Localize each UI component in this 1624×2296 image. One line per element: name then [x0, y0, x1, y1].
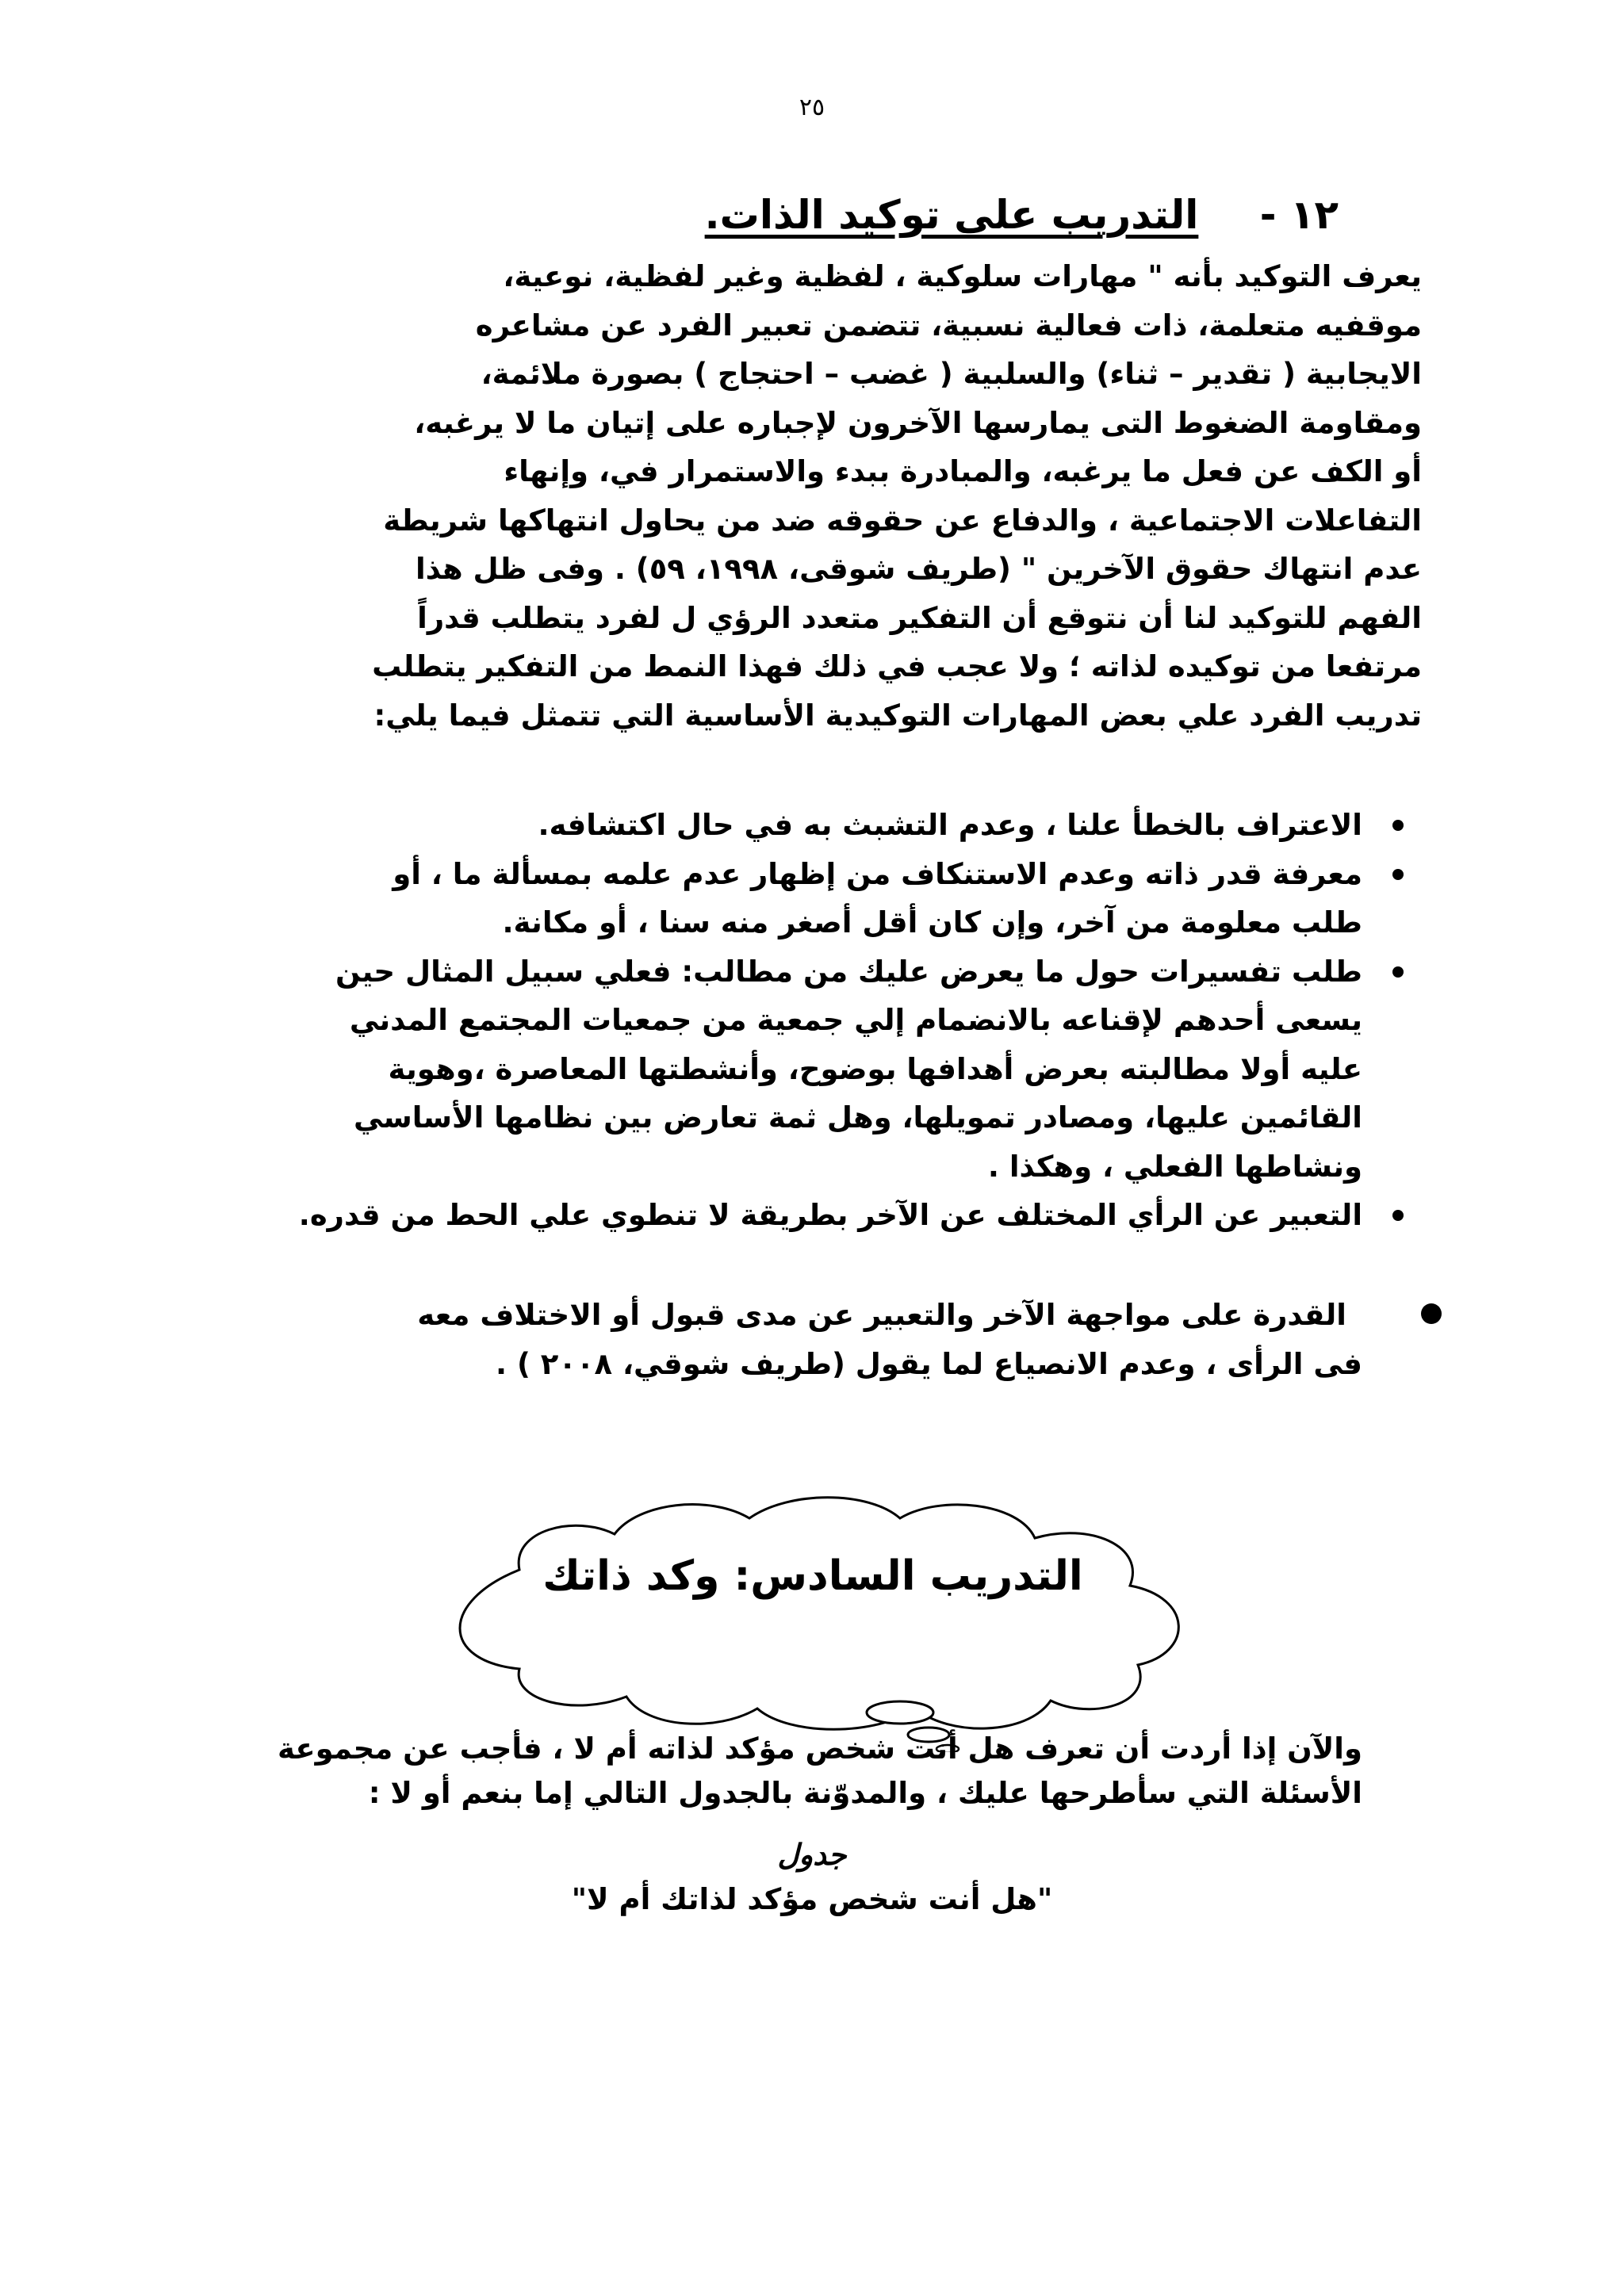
- section-title: التدريب على توكيد الذات.: [704, 192, 1199, 238]
- list-item-line: طلب معلومة من آخر، وإن كان أقل أصغر منه سنا ، أو مكانة.: [502, 905, 1362, 939]
- paragraph-line: مرتفعا من توكيده لذاته ؛ ولا عجب في ذلك فهذا النمط من التفكير يتطلب: [372, 649, 1422, 683]
- paragraph-line: تدريب الفرد علي بعض المهارات التوكيدية الأساسية التي تتمثل فيما يلي:: [373, 698, 1422, 733]
- list-item-line: معرفة قدر ذاته وعدم الاستنكاف من إظهار عدم علمه بمسألة ما ، أو: [393, 856, 1362, 891]
- list-item: [252, 850, 1362, 947]
- paragraph-line: ومقاومة الضغوط التى يمارسها الآخرون لإجباره على إتيان ما لا يرغبه،: [414, 405, 1422, 440]
- list-item-large-bullet: [252, 1291, 1362, 1388]
- list-item: [252, 801, 1362, 850]
- page-number: ٢٥: [799, 94, 825, 121]
- paragraph-line: التفاعلات الاجتماعية ، والدفاع عن حقوقه ضد من يحاول انتهاكها شريطة: [383, 503, 1422, 538]
- bullet-icon: [1392, 869, 1404, 880]
- paragraph-line: الايجابية ( تقدير – ثناء) والسلبية ( غضب – احتجاج ) بصورة ملائمة،: [481, 357, 1422, 391]
- paragraph-line: الأسئلة التي سأطرحها عليك ، والمدوّنة بالجدول التالي إما بنعم أو لا :: [368, 1776, 1362, 1810]
- list-item-line: عليه أولا مطالبته بعرض أهدافها بوضوح، وأنشطتها المعاصرة ،وهوية: [388, 1051, 1362, 1086]
- list-item-line: القدرة على مواجهة الآخر والتعبير عن مدى قبول أو الاختلاف معه: [417, 1298, 1346, 1332]
- exercise-title: التدريب السادس: وكد ذاتك: [542, 1552, 1083, 1600]
- cloud-shape-icon: [393, 1483, 1233, 1752]
- list-item-line: يسعى أحدهم لإقناعه بالانضمام إلي جمعية من جمعيات المجتمع المدني: [349, 1003, 1362, 1037]
- large-bullet-icon: [1421, 1303, 1442, 1324]
- paragraph-line: والآن إذا أردت أن تعرف هل أنت شخص مؤكد لذاته أم لا ، فأجب عن مجموعة: [277, 1732, 1362, 1766]
- table-title: "هل أنت شخص مؤكد لذاتك أم لا": [571, 1882, 1053, 1916]
- paragraph-line: يعرف التوكيد بأنه " مهارات سلوكية ، لفظية وغير لفظية، نوعية،: [503, 259, 1422, 293]
- list-item-line: طلب تفسيرات حول ما يعرض عليك من مطالب: فعلي سبيل المثال حين: [335, 954, 1362, 989]
- skills-bullet-list: [252, 801, 1362, 1240]
- paragraph-line: الفهم للتوكيد لنا أن نتوقع أن التفكير متعدد الرؤي ل لفرد يتطلب قدراً: [417, 600, 1422, 635]
- paragraph-line: عدم انتهاك حقوق الآخرين " (طريف شوقى، ١٩٩٨، ٥٩) . وفى ظل هذا: [415, 552, 1422, 586]
- bullet-icon: [1392, 966, 1404, 978]
- paragraph-line: أو الكف عن فعل ما يرغبه، والمبادرة ببدء والاستمرار في، وإنهاء: [504, 454, 1422, 488]
- instructions-paragraph: [252, 1727, 1362, 1816]
- list-item-line: القائمين عليها، ومصادر تمويلها، وهل ثمة تعارض بين نظامها الأساسي: [353, 1100, 1362, 1135]
- list-item-line: ونشاطها الفعلي ، وهكذا .: [987, 1149, 1362, 1184]
- list-item-line: فى الرأى ، وعدم الانصياع لما يقول (طريف شوقي، ٢٠٠٨ ) .: [496, 1346, 1362, 1381]
- section-heading: [705, 192, 1339, 238]
- bullet-icon: [1392, 1210, 1404, 1221]
- definition-paragraph: [343, 252, 1422, 740]
- list-item: [252, 947, 1362, 1192]
- list-item: [252, 1191, 1362, 1240]
- paragraph-line: موقفيه متعلمة، ذات فعالية نسبية، تتضمن تعبير الفرد عن مشاعره: [475, 308, 1422, 342]
- exercise-cloud-callout: [393, 1483, 1233, 1752]
- table-caption: جدول: [777, 1838, 847, 1872]
- list-item-line: الاعتراف بالخطأ علنا ، وعدم التشبث به في حال اكتشافه.: [538, 808, 1362, 842]
- section-number: ١٢ -: [1259, 192, 1339, 238]
- bullet-icon: [1392, 820, 1404, 831]
- list-item-line: التعبير عن الرأي المختلف عن الآخر بطريقة لا تنطوي علي الحط من قدره.: [298, 1198, 1362, 1232]
